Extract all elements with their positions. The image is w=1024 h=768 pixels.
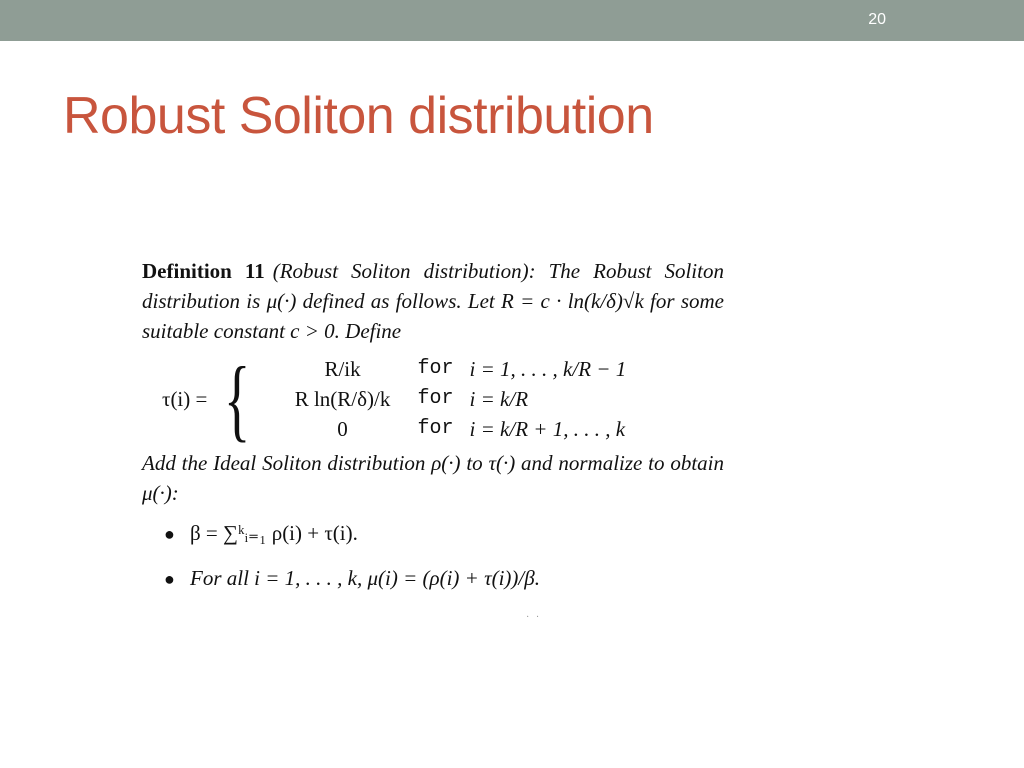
case-value: R/ik (324, 357, 361, 381)
bullet-text: β = ∑ᵏᵢ₌₁ ρ(i) + τ(i). (190, 521, 358, 545)
case-condition: i = k/R + 1, . . . , k (469, 417, 626, 441)
equation-cases (268, 354, 627, 444)
scan-specks: · · (526, 612, 542, 623)
left-brace: { (224, 348, 251, 450)
case-keyword: for (417, 417, 454, 440)
bullet-text: For all i = 1, . . . , k, μ(i) = (ρ(i) + τ(i))/β. (190, 566, 540, 590)
definition-intro: (Robust Soliton distribution): The Robust Soliton distribution is μ(·) defined as follows. Let R = c · ln(k/δ)√k for some suitable constant c > 0. Define (142, 259, 724, 343)
case-condition: i = 1, . . . , k/R − 1 (469, 357, 627, 381)
equation-lhs: τ(i) = (162, 387, 208, 411)
bullet-icon: ● (164, 524, 175, 544)
list-item (164, 563, 724, 594)
slide-title: Robust Soliton distribution (63, 87, 654, 145)
bullet-icon: ● (164, 569, 175, 589)
tau-equation (162, 348, 724, 450)
bullet-list (142, 518, 724, 594)
definition-excerpt (142, 256, 724, 608)
case-keyword: for (417, 357, 454, 380)
normalize-paragraph: Add the Ideal Soliton distribution ρ(·) to τ(·) and normalize to obtain μ(·): (142, 451, 724, 505)
definition-paragraph (142, 256, 724, 346)
case-value: 0 (337, 417, 348, 441)
list-item (164, 518, 724, 549)
case-keyword: for (417, 387, 454, 410)
slide-number: 20 (868, 11, 886, 28)
case-value: R ln(R/δ)/k (294, 387, 391, 411)
definition-label: Definition 11 (142, 259, 265, 283)
case-condition: i = k/R (469, 387, 529, 411)
header-bar (0, 0, 1024, 41)
